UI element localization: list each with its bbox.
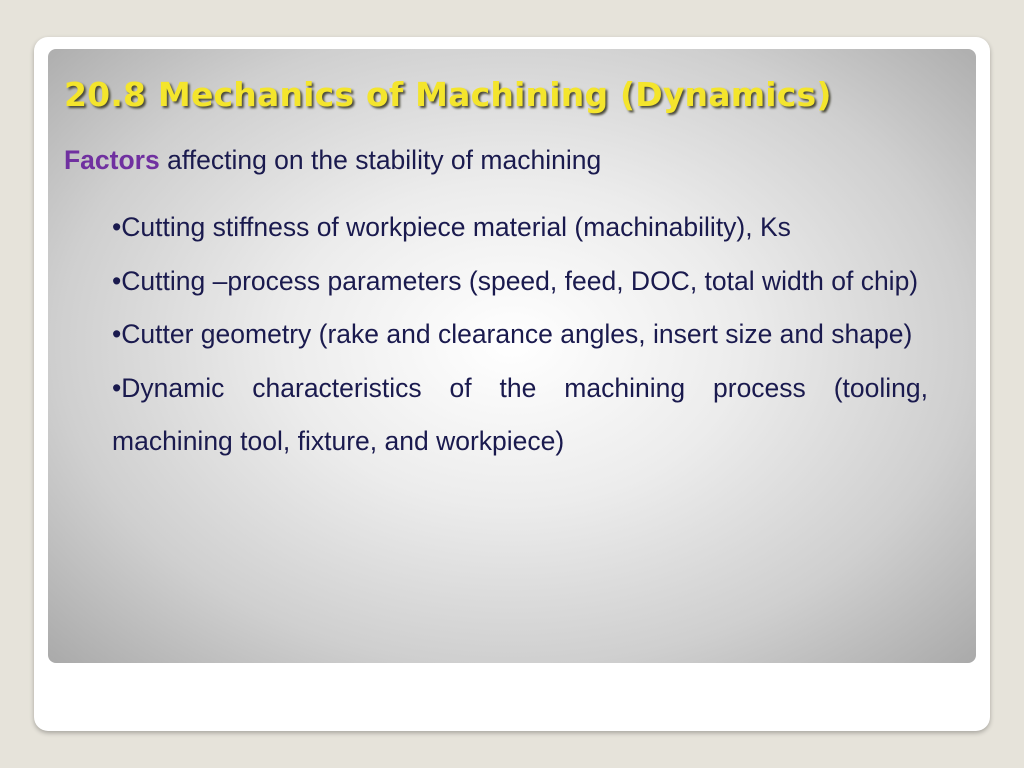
intro-line: [64, 145, 601, 176]
bullet-item: •Dynamic characteristics of the machining process (tooling, machining tool, fixture, and workpiece): [112, 372, 928, 456]
bullet-list: [112, 201, 928, 469]
bullet-item: •Cutter geometry (rake and clearance angles, insert size and shape): [112, 319, 913, 349]
intro-text: affecting on the stability of machining: [167, 145, 602, 175]
bullet-item: •Cutting stiffness of workpiece material (machinability), Ks: [112, 212, 791, 242]
bullet-item: •Cutting –process parameters (speed, feed, DOC, total width of chip): [112, 265, 919, 296]
content-panel: [48, 49, 976, 663]
slide-title: 20.8 Mechanics of Machining (Dynamics): [64, 75, 832, 114]
slide-frame: [34, 37, 990, 731]
intro-keyword: Factors: [64, 145, 160, 175]
